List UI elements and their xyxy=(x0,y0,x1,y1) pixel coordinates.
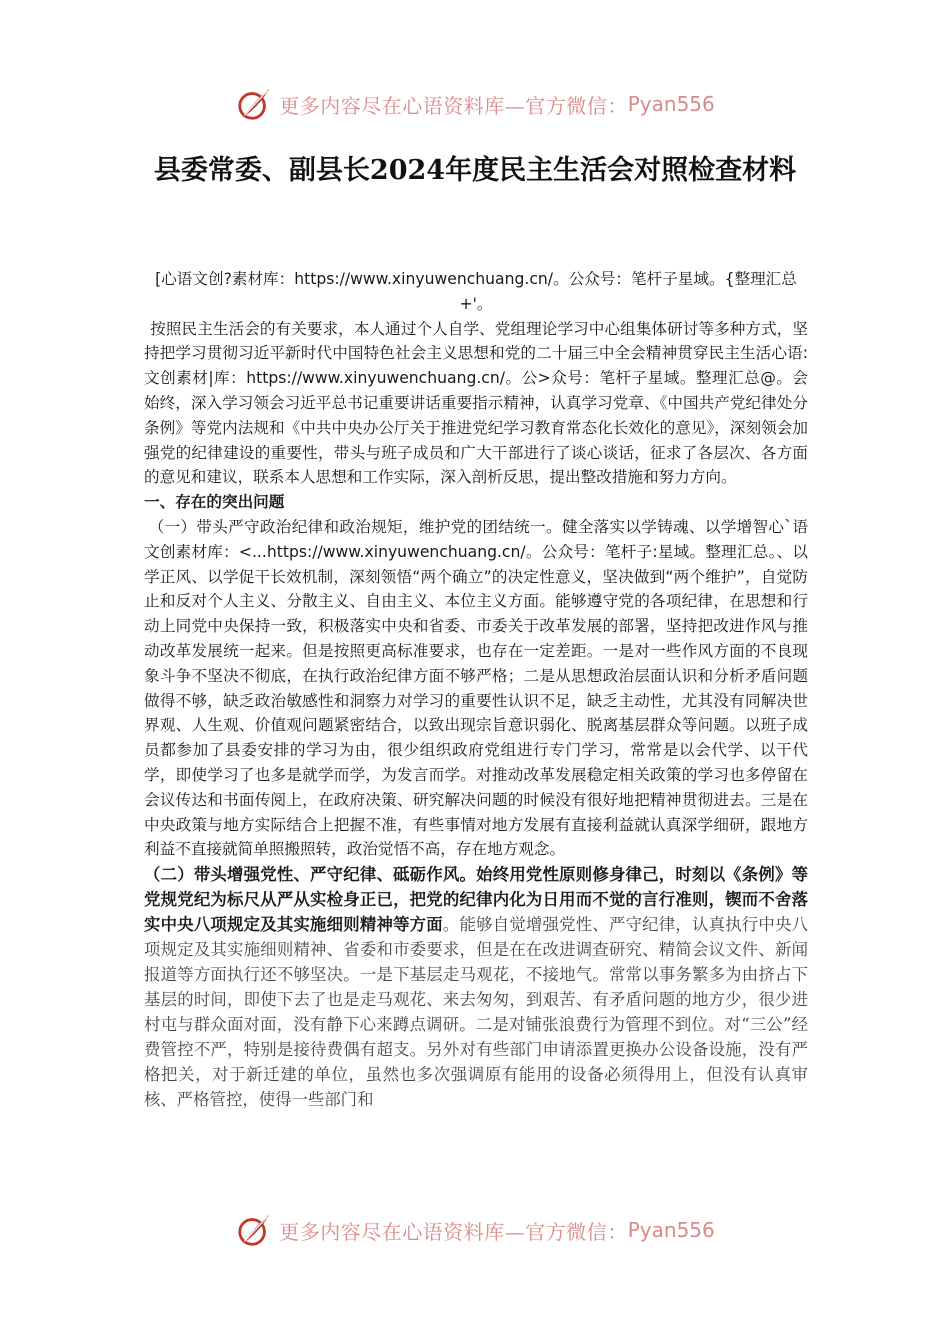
document-title: 县委常委、副县长2024年度民主生活会对照检查材料 xyxy=(153,155,797,186)
section-2-paragraph xyxy=(144,862,808,1112)
watermark-text: 更多内容尽在心语资料库—官方微信： xyxy=(279,93,628,118)
watermark-banner-bottom xyxy=(0,1208,950,1252)
section-2-lead: （二）带头增强党性、严守纪律、砥砺作风。始终用党性原则修身律己，时刻以《条例》等党规党纪为标尺从严从实检身正已，把党的纪律内化为日用而不觉的言行准则，锲而不舍落实中央八项规定及其实施细则精神等方面 xyxy=(144,865,808,935)
watermark-wechat-id: Pyan556 xyxy=(627,92,715,116)
watermark-text: 更多内容尽在心语资料库—官方微信： xyxy=(279,1219,628,1244)
feather-logo-icon xyxy=(235,1211,273,1249)
intro-paragraph: 按照民主生活会的有关要求，本人通过个人自学、党组理论学习中心组集体研讨等多种方式，坚持把学习贯彻习近平新时代中国特色社会主义思想和党的二十届三中全会精神贯穿民主生活心语:文创素材|库：https://www.xinyuwenchuang.cn/。公>众号：笔杆子星域。整理汇总@。会始终，深入学习领会习近平总书记重要讲话重要指示精神，认真学习党章、《中国共产党纪律处分条例》等党内法规和《中共中央办公厅关于推进党纪学习教育常态化长效化的意见》，深刻领会加强党的纪律建设的重要性，带头与班子成员和广大干部进行了谈心谈话，征求了各层次、各方面的意见和建议，联系本人思想和工作实际，深入剖析反思，提出整改措施和努力方向。 xyxy=(144,319,808,487)
section-2-text: 。能够自觉增强党性、严守纪律，认真执行中央八项规定及其实施细则精神、省委和市委要求，但是在在改进调查研究、精简会议文件、新闻报道等方面执行还不够坚决。一是下基层走马观花，不接地气。常常以事务繁多为由挤占下基层的时间，即使下去了也是走马观花、来去匆匆，到艰苦、有矛盾问题的地方少，很少进村屯与群众面对面，没有静下心来蹲点调研。二是对铺张浪费行为管理不到位。对“三公”经费管控不严，特别是接待费偶有超支。另外对有些部门申请添置更换办公设备设施，没有严格把关，对于新迁建的单位，虽然也多次强调原有能用的设备必须得用上，但没有认真审核、严格管控，使得一些部门和 xyxy=(144,915,809,1110)
source-note: [心语文创?素材库：https://www.xinyuwenchuang.cn/。公众号：笔杆子星域。{整理汇总+'。 xyxy=(155,270,797,313)
document-body xyxy=(144,267,808,1112)
feather-logo-icon xyxy=(235,85,273,123)
watermark-banner-top xyxy=(0,82,950,126)
watermark-wechat-id: Pyan556 xyxy=(627,1218,715,1242)
section-1-paragraph: （一）带头严守政治纪律和政治规矩，维护党的团结统一。健全落实以学铸魂、以学增智心`语文创素材库：<...https://www.xinyuwenchuang.cn/。公众号：笔杆子:星域。整理汇总。、以学正风、以学促干长效机制，深刻领悟“两个确立”的决定性意义，坚决做到“两个维护”，自觉防止和反对个人主义、分散主义、自由主义、本位主义方面。能够遵守党的各项纪律，在思想和行动上同党中央保持一致，积极落实中央和省委、市委关于改革发展的部署，坚持把改进作风与推动改革发展统一起来。但是按照更高标准要求，也存在一定差距。一是对一些作风方面的不良现象斗争不坚决不彻底，在执行政治纪律方面不够严格；二是从思想政治层面认识和分析矛盾问题做得不够，缺乏政治敏感性和洞察力对学习的重要性认识不足，缺乏主动性，尤其没有同解决世界观、人生观、价值观问题紧密结合，以致出现宗旨意识弱化、脱离基层群众等问题。以班子成员都参加了县委安排的学习为由，很少组织政府党组进行专门学习，常常是以会代学、以干代学，即使学习了也多是就学而学，为发言而学。对推动改革发展稳定相关政策的学习也多停留在会议传达和书面传阅上，在政府决策、研究解决问题的时候没有很好地把精神贯彻进去。三是在中央政策与地方实际结合上把握不准，有些事情对地方发展有直接利益就认真深学细研，跟地方利益不直接就简单照搬照转，政治觉悟不高，存在地方观念。 xyxy=(144,517,808,859)
section-heading: 一、存在的突出问题 xyxy=(144,493,285,512)
